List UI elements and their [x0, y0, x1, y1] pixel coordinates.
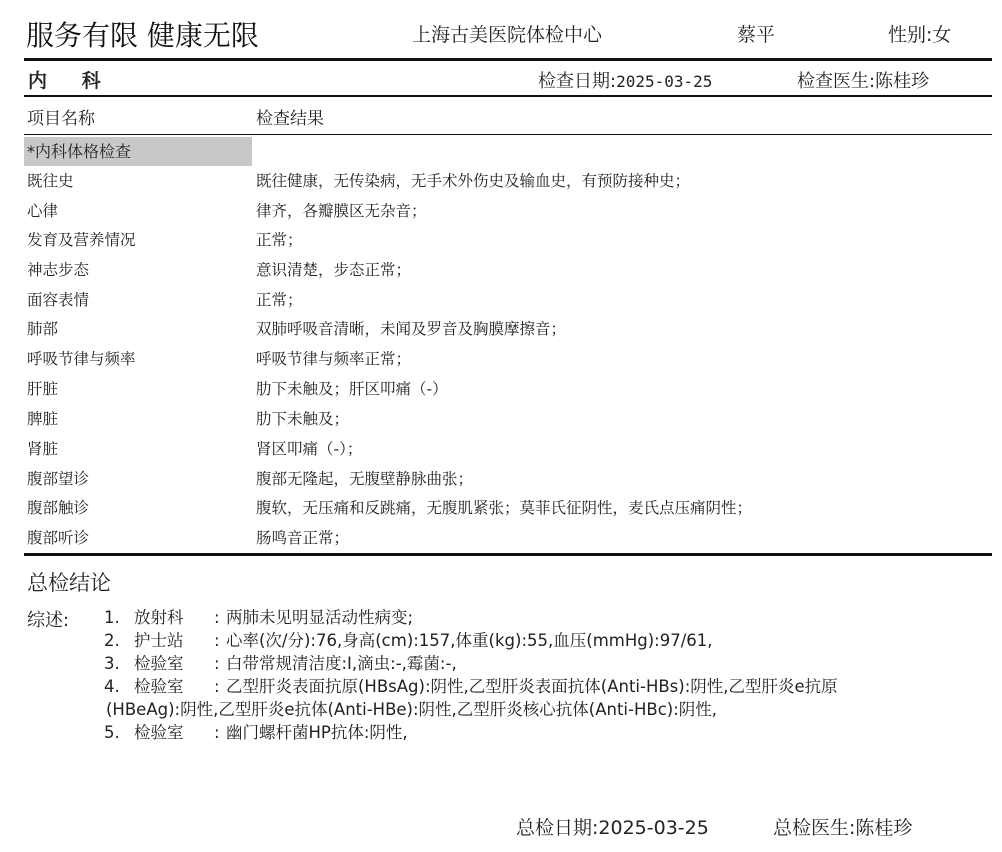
conclusion-item — [104, 721, 408, 744]
section-header: *内科体格检查 — [24, 137, 252, 166]
exam-date-label: 检查日期: — [538, 71, 617, 92]
row-result: 肾区叩痛（-）； — [256, 440, 363, 458]
item-number: 4. — [104, 677, 120, 696]
table-row — [0, 255, 1002, 285]
row-item: 腹部望诊 — [27, 470, 90, 488]
hospital-center-name: 上海古美医院体检中心 — [412, 24, 603, 46]
table-row — [0, 523, 1002, 553]
table-row — [0, 344, 1002, 374]
row-result: 肋下未触及；肝区叩痛（-） — [256, 380, 448, 398]
row-result: 双肺呼吸音清晰，未闻及罗音及胸膜摩擦音； — [256, 320, 567, 338]
column-header-result: 检查结果 — [256, 109, 324, 129]
patient-gender: 性别:女 — [888, 24, 952, 46]
row-item: 发育及营养情况 — [27, 231, 136, 249]
row-result: 正常； — [256, 291, 303, 309]
conclusion-item — [104, 652, 457, 675]
conclusion-item — [104, 629, 713, 652]
item-text: 幽门螺杆菌HP抗体:阴性, — [226, 723, 408, 742]
table-row — [0, 374, 1002, 404]
item-source: 放射科 — [134, 608, 184, 627]
row-item: 腹部听诊 — [27, 529, 90, 547]
item-source: 检验室 — [134, 677, 184, 696]
summary-label: 综述: — [27, 610, 70, 631]
row-result: 意识清楚，步态正常； — [256, 261, 412, 279]
exam-date — [538, 67, 712, 93]
table-row — [0, 434, 1002, 464]
item-source: 检验室 — [134, 654, 184, 673]
item-number: 3. — [104, 654, 120, 673]
item-source: 护士站 — [134, 631, 184, 650]
exam-doctor: 检查医生:陈桂珍 — [797, 71, 930, 92]
table-row — [0, 404, 1002, 434]
row-item: 心律 — [27, 202, 59, 220]
row-item: 脾脏 — [27, 410, 59, 428]
row-item: 神志步态 — [27, 261, 90, 279]
row-result: 肋下未触及； — [256, 410, 350, 428]
row-item: 既往史 — [27, 172, 74, 190]
row-result: 律齐，各瓣膜区无杂音； — [256, 202, 427, 220]
row-result: 呼吸节律与频率正常； — [256, 350, 412, 368]
row-item: 腹部触诊 — [27, 499, 90, 517]
row-result: 正常； — [256, 231, 303, 249]
conclusion-item-continuation: (HBeAg):阴性,乙型肝炎e抗体(Anti-HBe):阴性,乙型肝炎核心抗体(Anti-HBc):阴性, — [106, 700, 718, 719]
item-source: 检验室 — [134, 723, 184, 742]
item-text: 乙型肝炎表面抗原(HBsAg):阴性,乙型肝炎表面抗体(Anti-HBs):阴性,乙型肝炎e抗原 — [226, 677, 838, 696]
item-colon: : — [214, 677, 220, 696]
item-text: 白带常规清洁度:I,滴虫:-,霉菌:-, — [226, 654, 457, 673]
table-header-divider — [24, 134, 992, 135]
patient-name: 蔡平 — [737, 24, 776, 46]
row-result: 肠鸣音正常； — [256, 529, 350, 547]
table-row — [0, 285, 1002, 315]
item-colon: : — [214, 608, 220, 627]
table-row — [0, 314, 1002, 344]
item-colon: : — [214, 723, 220, 742]
row-item: 肺部 — [27, 320, 59, 338]
table-row — [0, 464, 1002, 494]
row-item: 肾脏 — [27, 440, 59, 458]
header-divider — [24, 58, 992, 61]
dept-divider — [24, 95, 992, 97]
row-result: 腹软，无压痛和反跳痛，无腹肌紧张；莫菲氏征阴性，麦氏点压痛阴性； — [256, 499, 753, 517]
table-bottom-divider — [24, 553, 992, 556]
item-text: 两肺未见明显活动性病变; — [226, 608, 414, 627]
item-number: 5. — [104, 723, 120, 742]
slogan: 服务有限 健康无限 — [26, 19, 259, 52]
row-item: 面容表情 — [27, 291, 90, 309]
conclusion-item — [104, 606, 413, 629]
column-header-item: 项目名称 — [27, 109, 95, 129]
row-item: 呼吸节律与频率 — [27, 350, 136, 368]
item-colon: : — [214, 654, 220, 673]
summary-doctor: 总检医生:陈桂珍 — [773, 817, 913, 839]
item-text: 心率(次/分):76,身高(cm):157,体重(kg):55,血压(mmHg):97/61, — [226, 631, 713, 650]
conclusion-title: 总检结论 — [27, 571, 111, 595]
conclusion-item — [104, 675, 838, 698]
row-result: 既往健康，无传染病，无手术外伤史及输血史，有预防接种史； — [256, 172, 691, 190]
summary-date: 总检日期:2025-03-25 — [516, 817, 709, 839]
item-colon: : — [214, 631, 220, 650]
item-number: 2. — [104, 631, 120, 650]
row-item: 肝脏 — [27, 380, 59, 398]
table-row — [0, 493, 1002, 523]
table-row — [0, 166, 1002, 196]
department-title: 内 科 — [28, 70, 115, 92]
table-row — [0, 225, 1002, 255]
table-row — [0, 196, 1002, 226]
row-result: 腹部无隆起，无腹壁静脉曲张； — [256, 470, 474, 488]
item-number: 1. — [104, 608, 120, 627]
exam-date-value: 2025-03-25 — [616, 72, 713, 91]
